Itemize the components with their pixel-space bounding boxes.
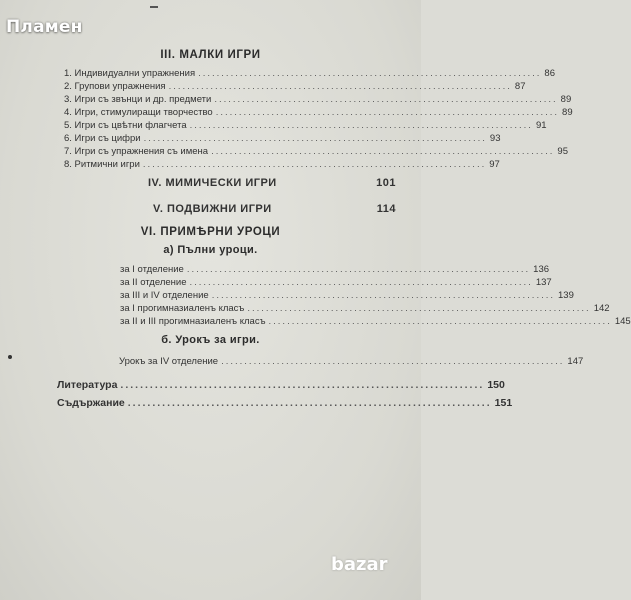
toc-row [64, 159, 500, 170]
toc-page-number: 101 [376, 177, 396, 189]
toc-label: 4. Игри, стимулиращи творчество [64, 107, 213, 118]
toc-label: Урокъ за IV отделение [119, 356, 219, 367]
toc-page-number: 142 [593, 303, 610, 314]
toc-label: 7. Игри съ упражнения съ имена [64, 146, 209, 157]
toc-page-number: 150 [487, 379, 505, 391]
toc-label: Литература [57, 379, 118, 391]
dot-leader: .......................................................................... [142, 159, 487, 170]
toc-label: Съдържание [57, 397, 125, 409]
toc-row [119, 356, 584, 367]
toc-row [120, 290, 574, 301]
toc-row [64, 68, 555, 79]
toc-page-number: 91 [535, 120, 547, 131]
toc-label: за II отделение [120, 277, 187, 288]
toc-row [64, 146, 568, 157]
dot-leader: .......................................................................... [168, 81, 512, 92]
toc-page-number: 136 [533, 264, 550, 275]
dot-leader: .......................................................................... [211, 290, 556, 301]
toc-row [120, 316, 631, 327]
toc-page-number: 89 [562, 107, 573, 118]
toc-page-number: 87 [514, 81, 526, 92]
toc-label: за II и III прогимназиаленъ класъ [120, 316, 266, 327]
toc-row [64, 120, 547, 131]
subsection-title-palni-urotsi: а) Пълни уроци. [163, 244, 258, 256]
dot-leader: .......................................................................... [189, 120, 533, 131]
toc-row [120, 303, 610, 314]
toc-row [64, 107, 573, 118]
toc-section-row [153, 203, 396, 215]
dot-leader: .......................................................................... [189, 277, 533, 288]
dot-leader: .......................................................................... [214, 94, 558, 105]
toc-row [64, 133, 501, 144]
dot-leader: .......................................................................... [198, 68, 542, 79]
toc-label: 6. Игри съ цифри [64, 133, 141, 144]
section-title-mimicheski: IV. МИМИЧЕСКИ ИГРИ [148, 177, 277, 189]
subsection-title-urok-za-igri: б. Урокъ за игри. [161, 334, 260, 346]
dot-leader: .......................................................................... [120, 379, 485, 391]
toc-page-number: 139 [558, 290, 574, 301]
ink-spot [8, 355, 12, 359]
toc-row [120, 277, 552, 288]
toc-page-number: 151 [494, 397, 513, 409]
toc-label: 1. Индивидуални упражнения [64, 68, 196, 79]
section-title-primerni: VI. ПРИМѢРНИ УРОЦИ [140, 226, 281, 238]
toc-row-sadarzhanie [57, 397, 513, 409]
watermark-text: Пламен [6, 17, 83, 37]
toc-page-number: 114 [376, 203, 396, 215]
dot-leader: .......................................................................... [268, 316, 612, 327]
toc-row [64, 94, 572, 105]
dot-leader: .......................................................................... [211, 146, 555, 157]
page-mark [150, 6, 158, 8]
toc-label: 3. Игри съ звънци и др. предмети [64, 94, 212, 105]
toc-row [64, 81, 526, 92]
dot-leader: .......................................................................... [221, 356, 565, 367]
dot-leader: .......................................................................... [143, 133, 487, 144]
section-title-malki-igri: III. МАЛКИ ИГРИ [160, 49, 261, 61]
toc-label: 5. Игри съ цвѣтни флагчета [64, 120, 187, 131]
toc-page-number: 97 [489, 159, 500, 170]
toc-page-number: 145 [614, 316, 631, 327]
toc-label: за I прогимназиаленъ класъ [120, 303, 245, 314]
dot-leader: .......................................................................... [247, 303, 591, 314]
toc-row [120, 264, 550, 275]
toc-label: 8. Ритмични игри [64, 159, 140, 170]
toc-section-row [148, 177, 396, 189]
bazar-logo: bazar [331, 554, 388, 575]
toc-page-number: 137 [535, 277, 552, 288]
toc-page-number: 86 [544, 68, 555, 79]
section-title-podvizhni: V. ПОДВИЖНИ ИГРИ [153, 203, 272, 215]
toc-page-number: 147 [567, 356, 584, 367]
dot-leader: .......................................................................... [127, 397, 492, 409]
toc-label: за III и IV отделение [120, 290, 209, 301]
toc-row-literatura [57, 379, 505, 391]
toc-label: за I отделение [120, 264, 184, 275]
toc-page-number: 89 [560, 94, 572, 105]
dot-leader: .......................................................................... [215, 107, 560, 118]
toc-page-number: 93 [489, 133, 501, 144]
dot-leader: .......................................................................... [186, 264, 531, 275]
toc-label: 2. Групови упражнения [64, 81, 166, 92]
toc-page-number: 95 [557, 146, 568, 157]
